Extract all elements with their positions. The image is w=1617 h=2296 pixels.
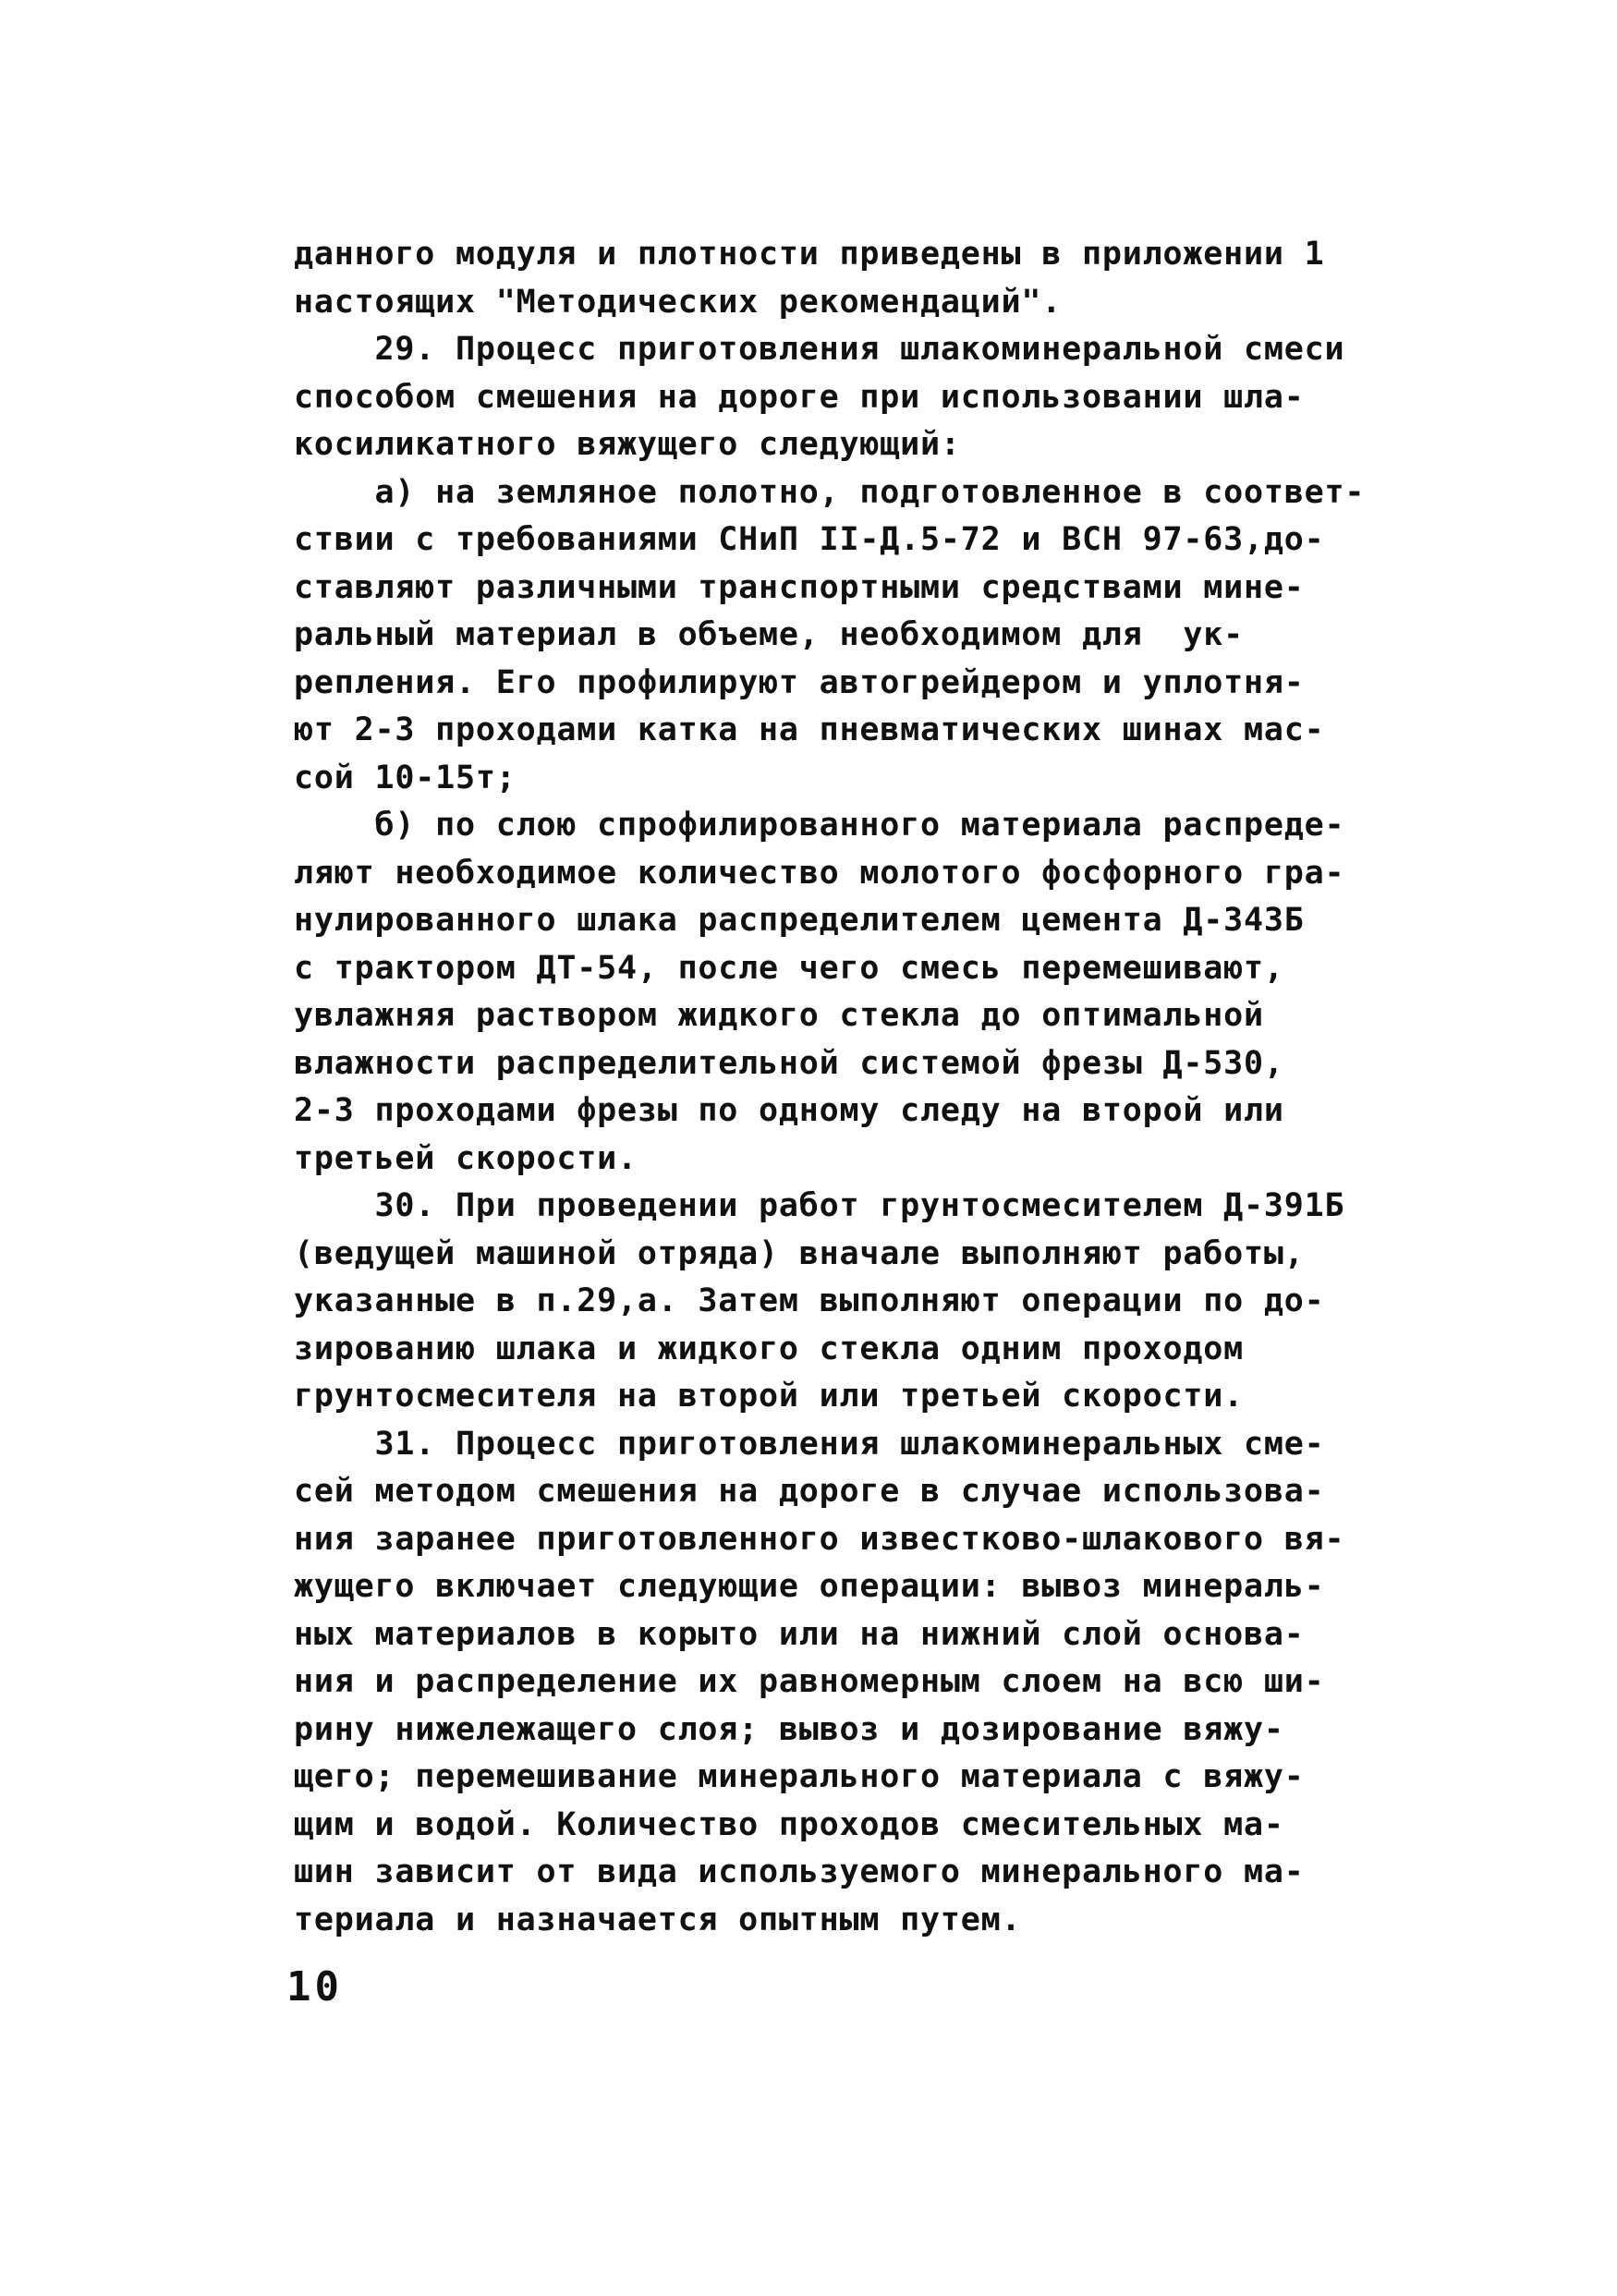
text-line: 31. Процесс приготовления шлакоминеральных сме-: [294, 1425, 1325, 1463]
text-line: сой 10-15т;: [294, 759, 517, 796]
text-line: б) по слою спрофилированного материала распреде-: [294, 807, 1345, 844]
text-line: щим и водой. Количество проходов смесительных ма-: [294, 1805, 1284, 1843]
text-line: репления. Его профилируют автогрейдером и уплотня-: [294, 663, 1305, 701]
text-line: способом смешения на дороге при использовании шла-: [294, 378, 1305, 416]
text-line: влажности распределительной системой фрезы Д-530,: [294, 1044, 1284, 1082]
text-line: ют 2-3 проходами катка на пневматических шинах мас-: [294, 711, 1325, 748]
text-line: сей методом смешения на дороге в случае использова-: [294, 1473, 1325, 1510]
text-line: ных материалов в корыто или на нижний слой основа-: [294, 1615, 1305, 1653]
text-line: шин зависит от вида используемого минерального ма-: [294, 1853, 1305, 1890]
text-line: грунтосмесителя на второй или третьей скорости.: [294, 1378, 1244, 1415]
text-line: ставляют различными транспортными средствами мине-: [294, 568, 1305, 606]
text-line: ствии с требованиями СНиП II-Д.5-72 и ВСН 97-63,до-: [294, 521, 1325, 558]
text-line: а) на земляное полотно, подготовленное в соответ-: [294, 473, 1366, 511]
text-line: ния заранее приготовленного известково-шлакового вя-: [294, 1520, 1345, 1558]
text-line: 30. При проведении работ грунтосмесителем Д-391Б: [294, 1187, 1345, 1224]
text-line: настоящих "Методических рекомендаций".: [294, 283, 1063, 321]
text-line: 29. Процесс приготовления шлакоминеральной смеси: [294, 331, 1345, 368]
text-line: ральный материал в объеме, необходимом для ук-: [294, 616, 1244, 653]
text-line: косиликатного вяжущего следующий:: [294, 426, 961, 463]
text-line: рину нижележащего слоя; вывоз и дозирование вяжу-: [294, 1710, 1284, 1748]
page-number: 10: [286, 1963, 343, 2011]
text-line: ляют необходимое количество молотого фосфорного гра-: [294, 854, 1345, 892]
text-line: указанные в п.29,а. Затем выполняют операции по до-: [294, 1282, 1325, 1319]
body-text: [294, 231, 1504, 1944]
text-line: териала и назначается опытным путем.: [294, 1901, 1022, 1938]
text-line: ния и распределение их равномерным слоем на всю ши-: [294, 1663, 1325, 1700]
text-line: 2-3 проходами фрезы по одному следу на второй или: [294, 1092, 1284, 1129]
text-line: увлажняя раствором жидкого стекла до оптимальной: [294, 997, 1264, 1034]
text-line: зированию шлака и жидкого стекла одним проходом: [294, 1330, 1244, 1367]
text-line: щего; перемешивание минерального материала с вяжу-: [294, 1758, 1305, 1795]
text-line: жущего включает следующие операции: вывоз минераль-: [294, 1568, 1325, 1605]
text-line: с трактором ДТ-54, после чего смесь перемешивают,: [294, 949, 1284, 987]
text-line: данного модуля и плотности приведены в приложении 1: [294, 236, 1325, 273]
text-line: нулированного шлака распределителем цемента Д-343Б: [294, 902, 1305, 939]
text-line: (ведущей машиной отряда) вначале выполняют работы,: [294, 1234, 1305, 1272]
text-line: третьей скорости.: [294, 1139, 638, 1177]
